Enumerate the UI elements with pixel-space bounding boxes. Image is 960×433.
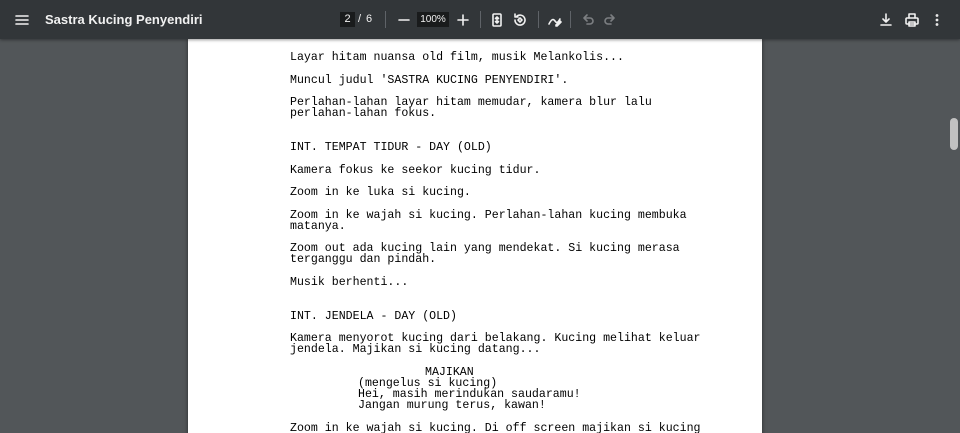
parenthetical: (mengelus si kucing) (358, 377, 498, 390)
page-number-input[interactable]: 2 (340, 12, 355, 27)
scene-heading: INT. TEMPAT TIDUR - DAY (OLD) (290, 141, 492, 154)
print-icon[interactable] (898, 6, 926, 34)
page-total: 6 (366, 13, 373, 25)
menu-icon[interactable] (8, 6, 36, 34)
script-action: Layar hitam nuansa old film, musik Melankolis... (290, 51, 624, 64)
plus-icon[interactable] (449, 6, 477, 34)
toolbar-divider (538, 11, 539, 28)
toolbar-divider (480, 11, 481, 28)
script-action: Zoom in ke wajah si kucing. Di off screen majikan si kucing (290, 422, 701, 433)
minus-icon[interactable] (390, 6, 418, 34)
pen-icon[interactable] (541, 6, 569, 34)
redo-icon[interactable] (596, 6, 624, 34)
more-vert-icon[interactable] (923, 6, 951, 34)
script-action: jendela. Majikan si kucing datang... (290, 343, 541, 356)
script-action: Muncul judul 'SASTRA KUCING PENYENDIRI'. (290, 74, 569, 87)
dialogue: Jangan murung terus, kawan! (358, 399, 546, 412)
document-title: Sastra Kucing Penyendiri (45, 12, 203, 27)
zoom-level-input[interactable]: 100% (417, 12, 449, 27)
character-name: MAJIKAN (425, 366, 474, 379)
script-action: perlahan-lahan fokus. (290, 107, 437, 120)
page-separator: / (358, 13, 362, 25)
script-action: Zoom out ada kucing lain yang mendekat. Si kucing merasa (290, 242, 680, 255)
script-action: Musik berhenti... (290, 276, 409, 289)
script-action: matanya. (290, 220, 346, 233)
toolbar-divider (570, 11, 571, 28)
scene-heading: INT. JENDELA - DAY (OLD) (290, 310, 457, 323)
download-icon[interactable] (872, 6, 900, 34)
dialogue: Hei, masih merindukan saudaramu! (358, 388, 581, 401)
toolbar-divider (385, 11, 386, 28)
script-action: Zoom in ke luka si kucing. (290, 186, 471, 199)
pdf-toolbar (0, 0, 960, 39)
script-action: Zoom in ke wajah si kucing. Perlahan-lahan kucing membuka (290, 209, 687, 222)
document-viewer[interactable] (0, 39, 960, 433)
script-action: terganggu dan pindah. (290, 253, 437, 266)
rotate-icon[interactable] (506, 6, 534, 34)
scrollbar-thumb[interactable] (950, 118, 958, 150)
script-action: Perlahan-lahan layar hitam memudar, kamera blur lalu (290, 96, 652, 109)
scrollbar-track[interactable] (948, 39, 960, 433)
pdf-page (188, 39, 762, 433)
script-action: Kamera menyorot kucing dari belakang. Kucing melihat keluar (290, 332, 701, 345)
script-action: Kamera fokus ke seekor kucing tidur. (290, 164, 541, 177)
